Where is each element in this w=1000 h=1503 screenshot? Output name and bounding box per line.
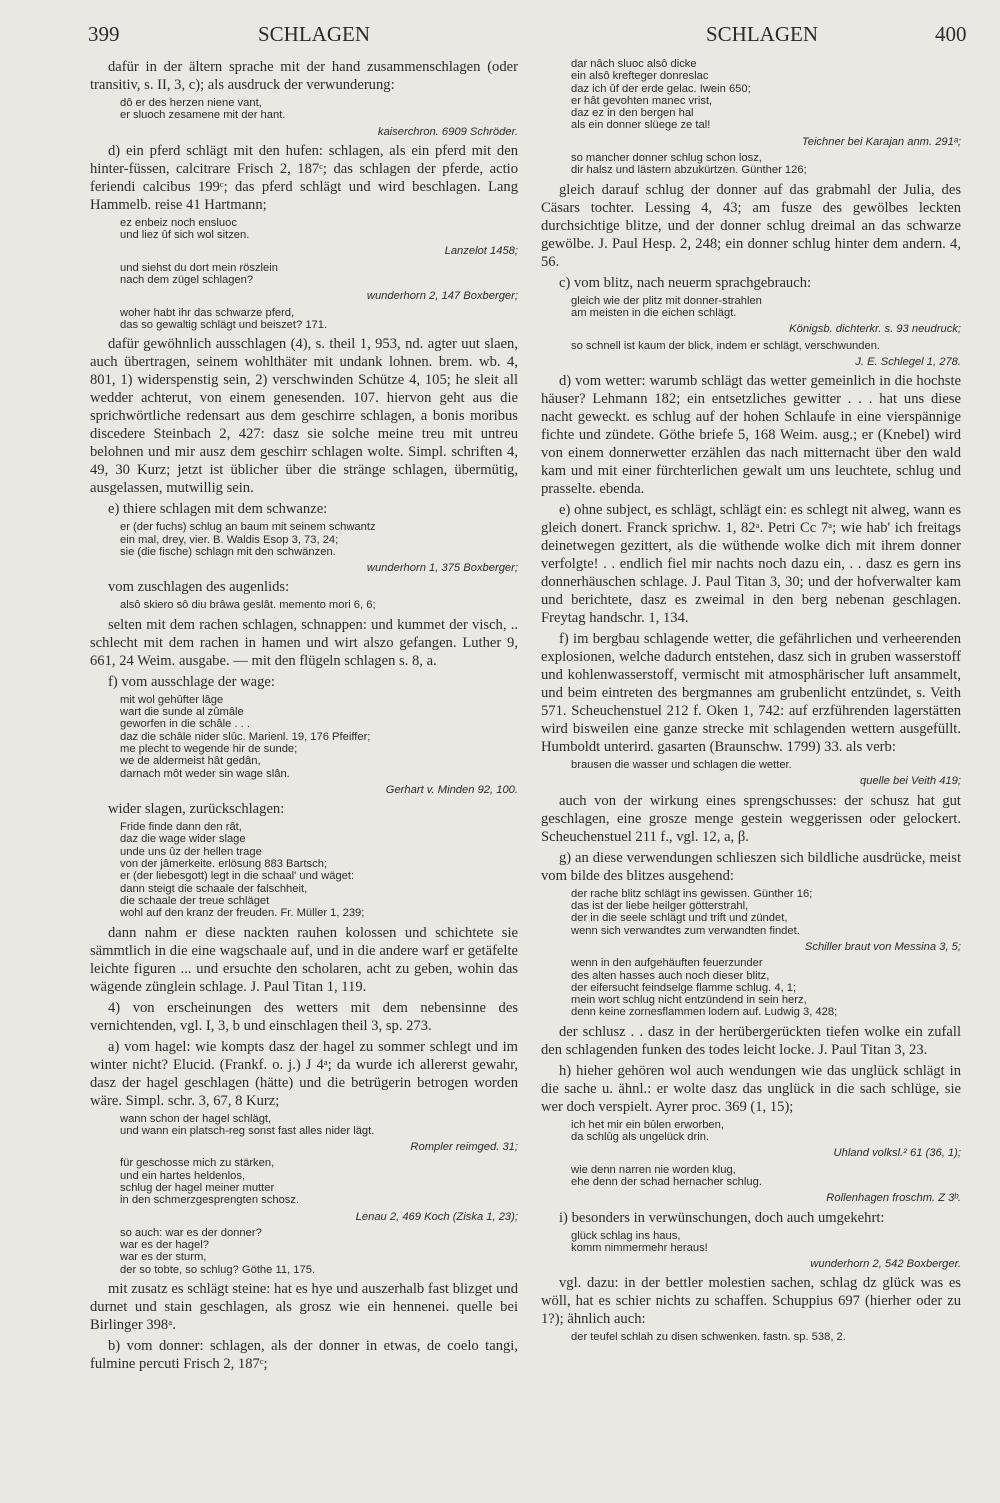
quotation: und siehst du dort mein röszlein nach dem zügel schlagen? <box>120 261 278 287</box>
paragraph: auch von der wirkung eines sprengschusses: der schusz hat gut geschlagen, eine grosze menge gestein weggerissen oder gelockert. Scheuchenstuel 211 f., vgl. 12, a, β. <box>541 792 961 845</box>
paragraph: g) an diese verwendungen schlieszen sich bildliche ausdrücke, meist vom bilde des blitzes ausgehend: <box>541 849 961 884</box>
page-header <box>0 22 1000 52</box>
paragraph: vom zuschlagen des augenlids: <box>108 579 290 596</box>
source-citation: quelle bei Veith 419; <box>860 775 961 788</box>
quotation: wenn in den aufgehäuften feuerzunder des alten hasses auch noch dieser blitz, der eifersucht feindselge flamme schlug. 4, 1; mein wort schlug nicht entzündend in sein herz, denn keine zornesflammen lodern auf. Ludwig 3, 428; <box>571 957 838 1019</box>
quotation: der teufel schlah zu disen schwenken. fastn. sp. 538, 2. <box>571 1331 846 1344</box>
source-citation: Lanzelot 1458; <box>444 245 518 258</box>
left-column <box>90 58 518 1376</box>
source-citation: wunderhorn 2, 147 Boxberger; <box>366 290 518 303</box>
running-title-right: SCHLAGEN <box>706 22 819 46</box>
running-title-left: SCHLAGEN <box>258 22 371 46</box>
source-citation: wunderhorn 1, 375 Boxberger; <box>366 562 518 575</box>
paragraph: b) vom donner: schlagen, als der donner in etwas, de coelo tangi, fulmine percuti Frisch 2, 187ᶜ; <box>90 1338 518 1373</box>
quotation: für geschosse mich zu stärken, und ein hartes heldenlos, schlug der hagel meiner mutter in den schmerzgesprengten schosz. <box>120 1157 300 1207</box>
paragraph: mit zusatz es schlägt steine: hat es hye und auszerhalb fast blizget und durnet und stain geschlagen, als grosz wie ein hennenei. quelle bei Birlinger 398ᵃ. <box>90 1281 518 1334</box>
paragraph: e) ohne subject, es schlägt, schlägt ein: es schlegt nit alweg, wann es gleich donert. Franck sprichw. 1, 82ᵃ. Petri Cc 7ᵃ; wie hab' ich freitags deinetwegen gezittert, als die wüthende wolke dich mit ihrem donner verfolgte! . . endlich fiel mir nachts noch dazu ein, . . dasz es gern ins donnerhäuschen schlage. J. Paul Titan 3, 30; und der hofverwalter kam und berichtete, dasz es zweimal in den berg nebenan geschlagen. Freytag handschr. 1, 134. <box>541 502 961 627</box>
paragraph: e) thiere schlagen mit dem schwanze: <box>108 501 328 518</box>
paragraph: i) besonders in verwünschungen, doch auch umgekehrt: <box>559 1209 885 1226</box>
source-citation: Teichner bei Karajan anm. 291ᵃ; <box>801 135 961 148</box>
source-citation: J. E. Schlegel 1, 278. <box>855 355 961 368</box>
paragraph: f) im bergbau schlagende wetter, die gefährlichen und verheerenden explosionen, welche dadurch entstehen, dasz sich in gruben wasserstoff und kohlenwasserstoff, vermischt mit atmosphärischer luft ansammelt, und beim eintreten des bergmannes am grubenlicht entzündet, s. Veith 571. Scheuchenstuel 212 f. Oken 1, 742: auf erzführenden lagerstätten wird bisweilen eine ganze strecke mit schlagenden wettern ausgefüllt. Humboldt unterird. gasarten (Braunschw. 1799) 33. als verb: <box>541 631 961 756</box>
source-citation: Rollenhagen froschm. Z 3ᵇ. <box>826 1192 961 1205</box>
source-citation: Lenau 2, 469 Koch (Ziska 1, 23); <box>355 1210 518 1223</box>
quotation: Fride finde dann den rât, daz die wage wider slage unde uns ûz der hellen trage von der jâmerkeite. erlösung 883 Bartsch; er (der liebesgott) legt in die schaal' und wäget: dann steigt die schaale der falschheit, die schaale der treue schläget wohl auf den kranz der freuden. Fr. Müller 1, 239; <box>120 821 365 920</box>
quotation: wann schon der hagel schlägt, und wann ein platsch-reg sonst fast alles nider lägt. <box>120 1112 375 1137</box>
paragraph: wider slagen, zurückschlagen: <box>108 801 285 818</box>
quotation: so mancher donner schlug schon losz, dir halsz und lästern abzukürtzen. Günther 126; <box>571 152 807 177</box>
quotation: dar nâch sluoc alsô dicke ein alsô krefteger donreslac daz ich ûf der erde gelac. Iwein 650; er hât gevohten manec vrist, daz ez in den bergen hal als ein donner slüege ze tal! <box>571 58 751 132</box>
quotation: mit wol gehûfter lâge wart die sunde al zûmâle geworfen in die schâle . . . daz die schâle nider slûc. Marienl. 19, 176 Pfeiffer; me plecht to wegende hir de sunde; we de aldermeist hât gedân, darnach môt weder sin wage slân. <box>120 693 371 780</box>
source-citation: Rompler reimged. 31; <box>410 1141 518 1154</box>
paragraph: selten mit dem rachen schlagen, schnappen: und kummet der visch, .. schlecht mit dem rachen in hamen und wirt alszo gefangen. Luther 9, 661, 24 Weim. ausgabe. — mit den flügeln schlagen s. 8, a. <box>90 616 518 669</box>
paragraph: d) ein pferd schlägt mit den hufen: schlagen, als ein pferd mit den hinter-füssen, calcitrare Frisch 2, 187ᶜ; das schlagen der pferde, actio feriendi calcibus 199ᶜ; das pferd schlägt und wird beschlagen. Lang Hammelb. reise 41 Hartmann; <box>90 142 518 213</box>
paragraph: dafür gewöhnlich ausschlagen (4), s. theil 1, 953, nd. agter uut slaen, auch übertragen, seinem wohlthäter mit undank lohnen. brem. wb. 4, 801, 1) widerspenstig sein, 2) verschwinden Schütze 4, 105; he sleit all wedder achterut, von einem genesenden. 107. hiervon geht aus die sprichwörtliche redensart aus dem geschirre schlagen, a bonis moribus discedere Steinbach 2, 427: dasz sie solche meine treu mit untreu belohnen und mir ausz dem geschirr schlagen wolte. Simpl. schriften 4, 49, 30 Kurz; jetzt ist üblicher über die stränge schlagen, übermütig, ausgelassen, mutwillig sein. <box>90 336 518 497</box>
quotation: gleich wie der plitz mit donner-strahlen am meisten in die eichen schlägt. <box>571 294 762 319</box>
quotation: so auch: war es der donner? war es der hagel? war es der sturm, der so tobte, so schlug? Göthe 11, 175. <box>120 1226 316 1276</box>
paragraph: dann nahm er diese nackten rauhen kolossen und schichtete sie sämmtlich in die eine wagschaale auf, und in die andere warf er getäfelte leichte figuren ... und ersuchte den scholaren, acht zu geben, wohin das wägende zünglein schlage. J. Paul Titan 1, 119. <box>90 924 518 995</box>
source-citation: Gerhart v. Minden 92, 100. <box>385 783 518 796</box>
quotation: brausen die wasser und schlagen die wetter. <box>571 759 792 772</box>
source-citation: kaiserchron. 6909 Schröder. <box>377 125 518 138</box>
source-citation: Königsb. dichterkr. s. 93 neudruck; <box>789 323 961 336</box>
source-citation: wunderhorn 2, 542 Boxberger. <box>810 1258 961 1271</box>
paragraph: gleich darauf schlug der donner auf das grabmahl der Julia, des Cäsars tochter. Lessing 4, 43; am fusze des gewölbes leckten durchsichtige blitze, und der donner schlug dreimal an das schwarze gewölbe. J. Paul Hesp. 2, 248; ein donner schlug hinter dem andern. 4, 56. <box>541 181 961 270</box>
paragraph: c) vom blitz, nach neuerm sprachgebrauch: <box>559 274 812 291</box>
paragraph: 4) von erscheinungen des wetters mit dem nebensinne des vernichtenden, vgl. I, 3, b und einschlagen theil 3, sp. 273. <box>90 999 518 1034</box>
quotation: er (der fuchs) schlug an baum mit seinem schwantz ein mal, drey, vier. B. Waldis Esop 3, 73, 24; sie (die fische) schlagn mit den schwänzen. <box>120 521 376 558</box>
paragraph: f) vom ausschlage der wage: <box>108 673 275 690</box>
page-number-right: 400 <box>935 22 967 46</box>
paragraph: d) vom wetter: warumb schlägt das wetter gemeinlich in die hochste häuser? Lehmann 182; ein entsetzliches gewitter . . . hat uns diese nacht geweckt. es schlug auf der hohen Schlaufe in eine vierspännige fichte und zündete. Göthe briefe 5, 168 Weim. ausg.; er (Knebel) wird von einem donnerwetter erzählen das nach mitternacht über den wald kam und mit einer fürchterlichen gewalt um uns leuchtete, schlug und prasselte. ebenda. <box>541 373 961 498</box>
right-column <box>541 58 961 1348</box>
paragraph: der schlusz . . dasz in der herübergerückten tiefen wolke ein zufall den schlagenden funken des todes leicht locke. J. Paul Titan 3, 23. <box>541 1023 961 1058</box>
quotation: ich het mir ein bûlen erworben, da schlûg als ungelück drin. <box>571 1118 724 1144</box>
quotation: dô er des herzen niene vant, er sluoch zesamene mit der hant. <box>120 97 286 122</box>
quotation: wie denn narren nie worden klug, ehe denn der schad hernacher schlug. <box>571 1163 762 1188</box>
quotation: so schnell ist kaum der blick, indem er schlägt, verschwunden. <box>571 339 881 352</box>
page-number-left: 399 <box>88 22 120 46</box>
quotation: der rache blitz schlägt ins gewissen. Günther 16; das ist der liebe heilger götterstrahl, der in die seele schlägt und trift und zündet, wenn sich verwandtes zum verwandten findet. <box>571 887 813 937</box>
paragraph: vgl. dazu: in der bettler molestien sachen, schlag dz glück was es wöll, hat es schier nichts zu schaffen. Schuppius 697 (hierher oder zu 1?); ähnlich auch: <box>541 1275 961 1328</box>
source-citation: Schiller braut von Messina 3, 5; <box>804 940 961 953</box>
quotation: alsô skiero sô diu brâwa geslât. memento mori 6, 6; <box>120 599 376 612</box>
quotation: glück schlag ins haus, komm nimmermehr heraus! <box>571 1229 708 1254</box>
quotation: woher habt ihr das schwarze pferd, das so gewaltig schlägt und beiszet? 171. <box>120 306 328 331</box>
paragraph: dafür in der ältern sprache mit der hand zusammenschlagen (oder transitiv, s. II, 3, c); als ausdruck der verwunderung: <box>90 59 518 93</box>
quotation: ez enbeiz noch ensluoc und liez ûf sich wol sitzen. <box>120 216 250 242</box>
source-citation: Uhland volksl.² 61 (36, 1); <box>833 1147 961 1160</box>
paragraph: h) hieher gehören wol auch wendungen wie das unglück schlägt in die sache u. ähnl.: er wolte dasz das unglück in die sach schlüge, sie wer doch verspielt. Ayrer proc. 369 (1, 15); <box>541 1062 961 1115</box>
paragraph: a) vom hagel: wie kompts dasz der hagel zu sommer schlegt und im winter nicht? Elucid. (Frankf. o. j.) J 4ᵃ; da wurde ich allererst gewahr, dasz der hagel geschlagen (hätte) und die betrügerin betrogen worden wäre. Simpl. schr. 3, 67, 8 Kurz; <box>90 1038 518 1109</box>
